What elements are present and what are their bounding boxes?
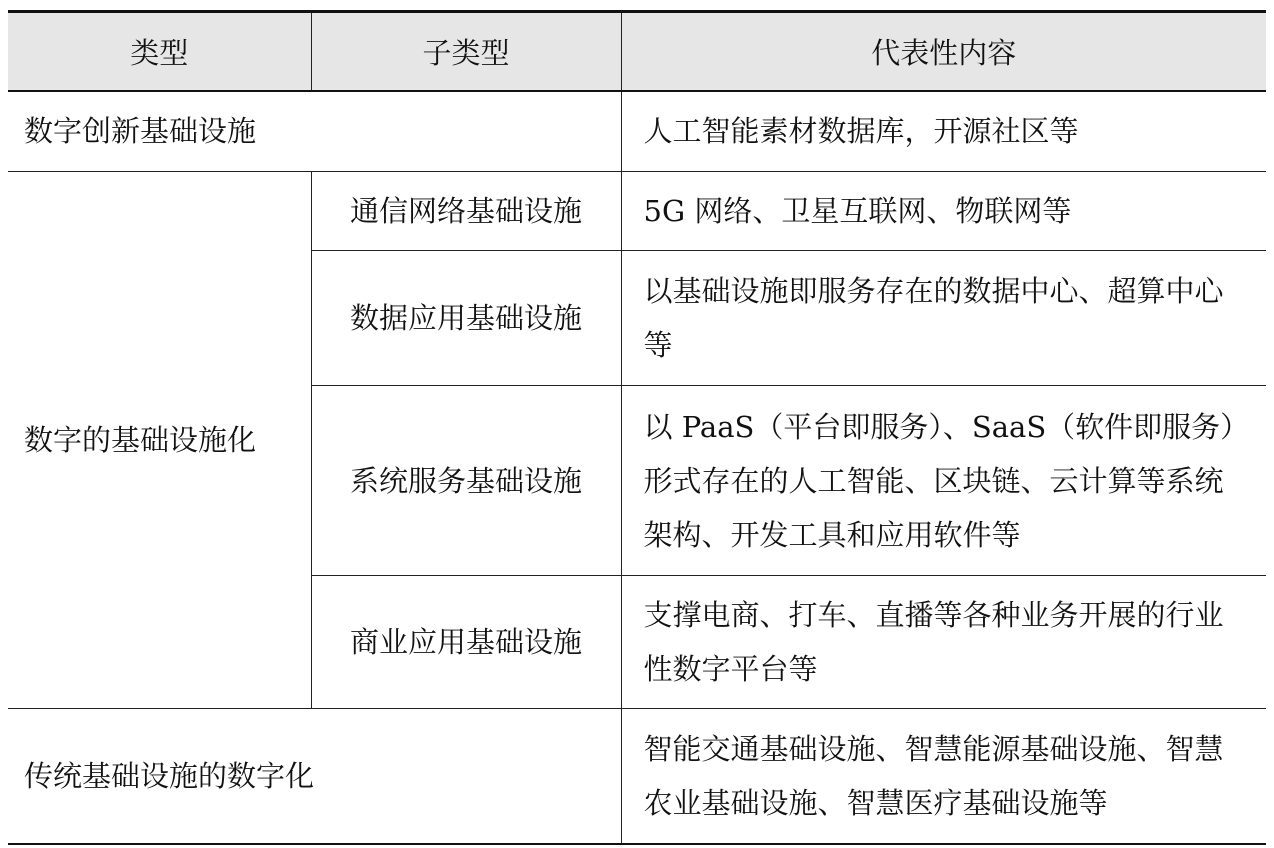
content-cell: 支撑电商、打车、直播等各种业务开展的行业性数字平台等 bbox=[621, 576, 1266, 709]
subtype-cell: 商业应用基础设施 bbox=[311, 576, 621, 709]
type-cell: 数字的基础设施化 bbox=[8, 172, 311, 709]
header-type: 类型 bbox=[8, 12, 311, 91]
content-cell: 智能交通基础设施、智慧能源基础设施、智慧农业基础设施、智慧医疗基础设施等 bbox=[621, 709, 1266, 844]
type-cell: 传统基础设施的数字化 bbox=[8, 709, 621, 844]
table-row bbox=[8, 91, 1266, 172]
header-row bbox=[8, 12, 1266, 91]
content-cell: 人工智能素材数据库，开源社区等 bbox=[621, 91, 1266, 172]
content-cell: 以基础设施即服务存在的数据中心、超算中心等 bbox=[621, 251, 1266, 386]
content-cell: 以 PaaS（平台即服务）、SaaS（软件即服务）形式存在的人工智能、区块链、云计算等系统架构、开发工具和应用软件等 bbox=[621, 386, 1266, 576]
subtype-cell: 系统服务基础设施 bbox=[311, 386, 621, 576]
header-subtype: 子类型 bbox=[311, 12, 621, 91]
subtype-cell: 数据应用基础设施 bbox=[311, 251, 621, 386]
subtype-cell: 通信网络基础设施 bbox=[311, 172, 621, 251]
infrastructure-table bbox=[8, 10, 1266, 845]
type-cell: 数字创新基础设施 bbox=[8, 91, 621, 172]
table-row bbox=[8, 172, 1266, 251]
header-content: 代表性内容 bbox=[621, 12, 1266, 91]
table-row bbox=[8, 709, 1266, 844]
content-cell: 5G 网络、卫星互联网、物联网等 bbox=[621, 172, 1266, 251]
